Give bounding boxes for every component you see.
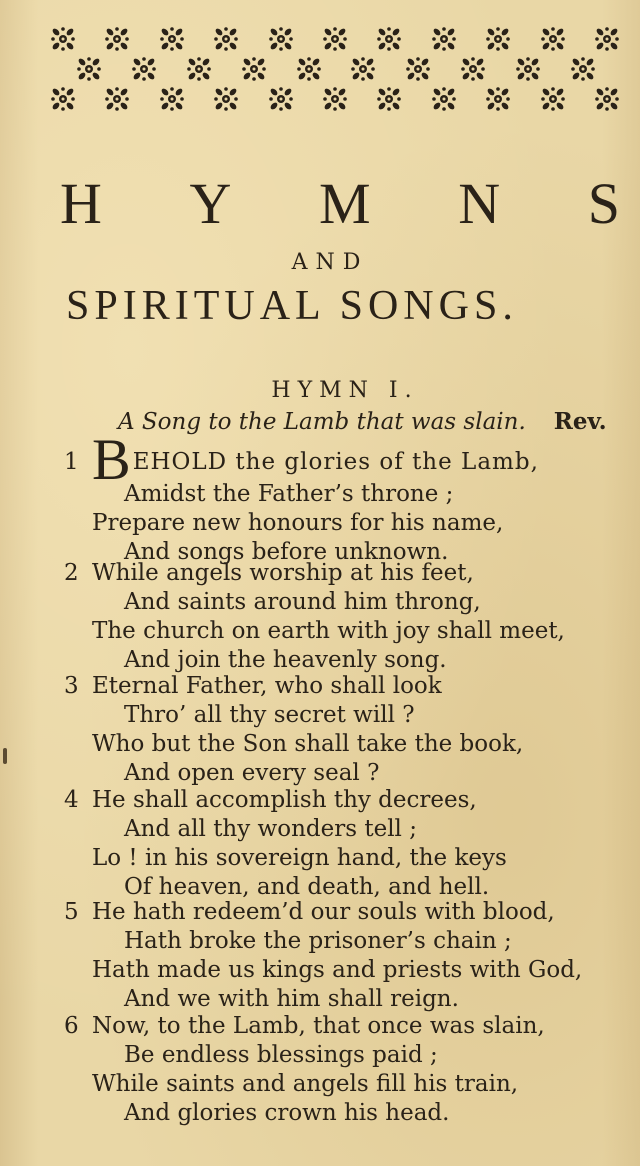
stanza-line: And saints around him throng, xyxy=(124,589,481,615)
line-text: EHOLD the glories of the Lamb, xyxy=(132,449,539,475)
stanza-line xyxy=(64,559,624,588)
stanza-line: While saints and angels fill his train, xyxy=(92,1071,519,1097)
hymn-heading: HYMN I. xyxy=(271,378,419,403)
title-letter: Y xyxy=(189,171,232,236)
page-title xyxy=(60,170,620,237)
stanza-line xyxy=(64,786,624,815)
fleuron-icon xyxy=(431,86,457,112)
fleuron-icon xyxy=(213,86,239,112)
stanza-line: And all thy wonders tell ; xyxy=(124,816,417,842)
fleuron-icon xyxy=(131,56,157,82)
fleuron-icon xyxy=(104,86,130,112)
fleuron-icon xyxy=(50,86,76,112)
stanza-number: 4 xyxy=(64,787,79,813)
fleuron-icon xyxy=(570,56,596,82)
stanza-line: And we with him shall reign. xyxy=(124,986,459,1012)
stanza-4 xyxy=(64,786,624,902)
stanza-line xyxy=(64,672,624,701)
fleuron-icon xyxy=(296,56,322,82)
ink-blot xyxy=(3,748,7,764)
fleuron-icon xyxy=(540,26,566,52)
stanza-line xyxy=(64,898,624,927)
stanza-line: And join the heavenly song. xyxy=(124,647,447,673)
stanza-number: 1 xyxy=(64,449,79,475)
stanza-line: Lo ! in his sovereign hand, the keys xyxy=(92,845,507,871)
title-conjunction: AND xyxy=(291,250,369,275)
stanza-line: Thro’ all thy secret will ? xyxy=(124,702,415,728)
stanza-line: Prepare new honours for his name, xyxy=(92,510,504,536)
stanza-line: Amidst the Father’s throne ; xyxy=(124,481,454,507)
stanza-line: And open every seal ? xyxy=(124,760,380,786)
fleuron-icon xyxy=(485,86,511,112)
title-letter: N xyxy=(458,171,501,236)
fleuron-icon xyxy=(376,26,402,52)
ornament-row-bottom xyxy=(50,86,620,112)
stanza-line: Hath broke the prisoner’s chain ; xyxy=(124,928,512,954)
fleuron-icon xyxy=(186,56,212,82)
scripture-reference: Rev. xyxy=(553,408,607,435)
fleuron-icon xyxy=(594,86,620,112)
stanza-line: Be endless blessings paid ; xyxy=(124,1042,438,1068)
page-subtitle: SPIRITUAL SONGS. xyxy=(66,283,518,329)
fleuron-icon xyxy=(213,26,239,52)
fleuron-icon xyxy=(322,86,348,112)
stanza-line xyxy=(64,1012,624,1041)
fleuron-icon xyxy=(159,86,185,112)
stanza-line: And songs before unknown. xyxy=(124,539,449,565)
fleuron-icon xyxy=(50,26,76,52)
fleuron-icon xyxy=(540,86,566,112)
fleuron-icon xyxy=(350,56,376,82)
fleuron-icon xyxy=(159,26,185,52)
title-letter: S xyxy=(587,171,620,236)
stanza-3 xyxy=(64,672,624,788)
ornament-row-middle xyxy=(50,56,596,82)
ornament-row-top xyxy=(50,26,620,52)
fleuron-icon xyxy=(76,56,102,82)
stanza-line: Hath made us kings and priests with God, xyxy=(92,957,583,983)
stanza-number: 2 xyxy=(64,560,79,586)
fleuron-icon xyxy=(485,26,511,52)
title-letter: M xyxy=(319,171,371,236)
fleuron-icon xyxy=(594,26,620,52)
title-letter: H xyxy=(60,171,102,236)
line-text: Now, to the Lamb, that once was slain, xyxy=(92,1013,545,1039)
fleuron-icon xyxy=(268,26,294,52)
stanza-number: 6 xyxy=(64,1013,79,1039)
drop-cap: B xyxy=(92,427,131,492)
stanza-number: 5 xyxy=(64,899,79,925)
stanza-2 xyxy=(64,559,624,675)
fleuron-icon xyxy=(376,86,402,112)
stanza-line: And glories crown his head. xyxy=(124,1100,450,1126)
fleuron-icon xyxy=(104,26,130,52)
stanza-line: Of heaven, and death, and hell. xyxy=(124,874,490,900)
stanza-number: 3 xyxy=(64,673,79,699)
hymn-subtitle-text: A Song to the Lamb that was slain. xyxy=(118,409,526,435)
stanza-1 xyxy=(64,427,624,567)
stanza-line: The church on earth with joy shall meet, xyxy=(92,618,565,644)
ornament-band xyxy=(50,26,620,118)
fleuron-icon xyxy=(431,26,457,52)
line-text: Eternal Father, who shall look xyxy=(92,673,442,699)
line-text: He shall accomplish thy decrees, xyxy=(92,787,477,813)
fleuron-icon xyxy=(268,86,294,112)
fleuron-icon xyxy=(515,56,541,82)
fleuron-icon xyxy=(322,26,348,52)
stanza-line xyxy=(64,427,624,492)
hymn-subtitle xyxy=(118,408,607,435)
stanza-5 xyxy=(64,898,624,1014)
fleuron-icon xyxy=(460,56,486,82)
fleuron-icon xyxy=(405,56,431,82)
stanza-6 xyxy=(64,1012,624,1128)
fleuron-icon xyxy=(241,56,267,82)
line-text: While angels worship at his feet, xyxy=(92,560,474,586)
stanza-line: Who but the Son shall take the book, xyxy=(92,731,524,757)
line-text: He hath redeem’d our souls with blood, xyxy=(92,899,555,925)
